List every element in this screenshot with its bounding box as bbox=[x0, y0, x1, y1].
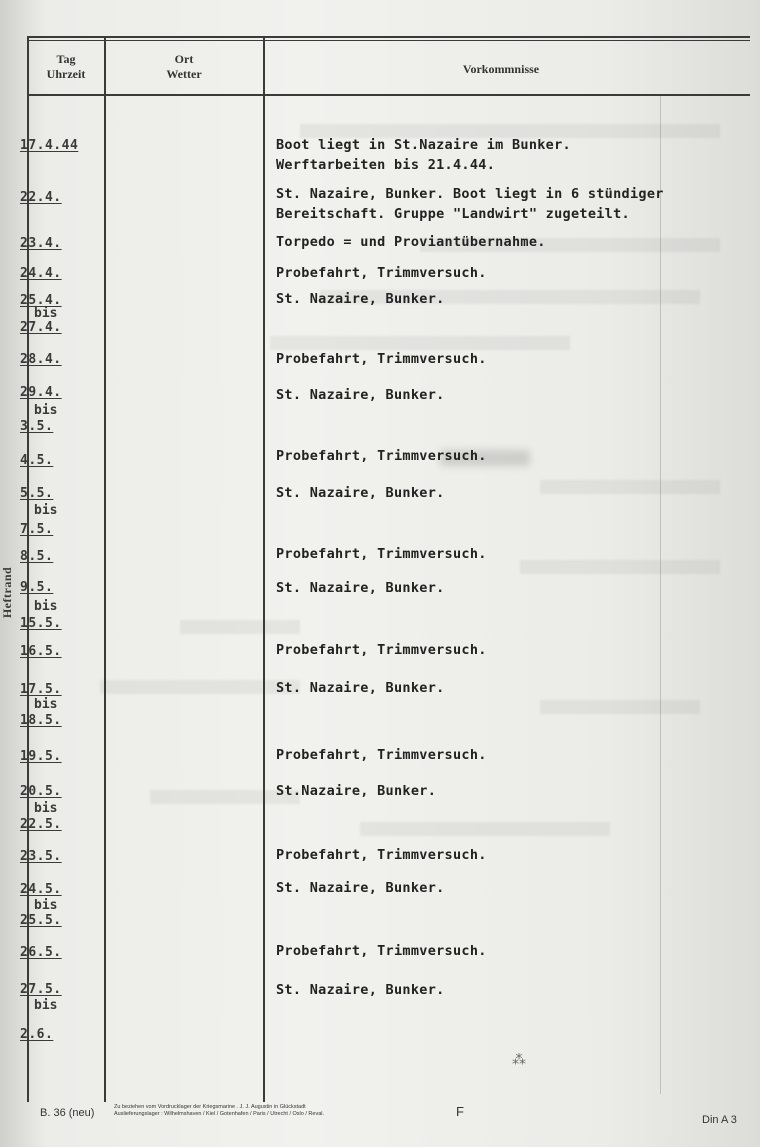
entry-line: Probefahrt, Trimmversuch. bbox=[276, 642, 487, 658]
bis-label: bis bbox=[34, 503, 58, 518]
entry-text bbox=[276, 289, 748, 309]
bis-label: bis bbox=[34, 801, 58, 816]
bis-label: bis bbox=[34, 898, 58, 913]
entry-text bbox=[276, 640, 748, 660]
margin-label: Heftrand bbox=[0, 566, 15, 619]
form-letter: F bbox=[456, 1104, 464, 1119]
entry-text bbox=[276, 781, 748, 801]
stray-mark-icon: ⁂ bbox=[512, 1052, 526, 1068]
entry-text bbox=[276, 349, 748, 369]
header-place-weather bbox=[108, 52, 260, 82]
entry-date-end: 22.5. bbox=[20, 817, 62, 832]
entry-date: 26.5. bbox=[20, 945, 62, 960]
entry-line: St. Nazaire, Bunker. bbox=[276, 982, 445, 998]
entry-date-end: 3.5. bbox=[20, 419, 54, 434]
entry-line: Torpedo = und Proviantübernahme. bbox=[276, 234, 546, 250]
entry-text bbox=[276, 385, 748, 405]
entry-date: 23.4. bbox=[20, 236, 62, 251]
entry-line: St. Nazaire, Bunker. bbox=[276, 485, 445, 501]
header-day: Tag bbox=[56, 52, 76, 66]
entry-line: St. Nazaire, Bunker. bbox=[276, 291, 445, 307]
entry-date-end: 27.4. bbox=[20, 320, 62, 335]
entry-line: Probefahrt, Trimmversuch. bbox=[276, 351, 487, 367]
entry-text bbox=[276, 845, 748, 865]
entry-text bbox=[276, 980, 748, 1000]
entry-date: 19.5. bbox=[20, 749, 62, 764]
entry-date: 22.4. bbox=[20, 190, 62, 205]
entry-date-end: 25.5. bbox=[20, 913, 62, 928]
header-events: Vorkommnisse bbox=[462, 62, 540, 76]
entry-date: 20.5. bbox=[20, 784, 62, 799]
entry-date: 17.4.44 bbox=[20, 138, 79, 153]
entry-text bbox=[276, 941, 748, 961]
top-rule bbox=[28, 36, 750, 38]
header-time: Uhrzeit bbox=[46, 67, 86, 81]
entry-date: 8.5. bbox=[20, 549, 54, 564]
bis-label: bis bbox=[34, 306, 58, 321]
entry-date: 24.4. bbox=[20, 266, 62, 281]
entry-text bbox=[276, 184, 748, 224]
bis-label: bis bbox=[34, 403, 58, 418]
entry-date: 16.5. bbox=[20, 644, 62, 659]
entry-line: St. Nazaire, Bunker. bbox=[276, 680, 445, 696]
entry-line: St. Nazaire, Bunker. Boot liegt in 6 stündiger bbox=[276, 186, 664, 202]
entry-line: Probefahrt, Trimmversuch. bbox=[276, 943, 487, 959]
supplier-line: Zu beziehen vom Vordrucklager der Kriegsmarine . J. J. Augustin in Glückstadt bbox=[114, 1104, 306, 1110]
entry-text bbox=[276, 483, 748, 503]
entry-text bbox=[276, 135, 748, 175]
bis-label: bis bbox=[34, 599, 58, 614]
entry-text bbox=[276, 263, 748, 283]
bis-label: bis bbox=[34, 697, 58, 712]
header-place: Ort bbox=[174, 52, 194, 66]
form-number: B. 36 (neu) bbox=[40, 1107, 95, 1119]
entry-date: 24.5. bbox=[20, 882, 62, 897]
column-divider-1 bbox=[104, 36, 106, 1102]
entry-text bbox=[276, 578, 748, 598]
entry-date-end: 2.6. bbox=[20, 1027, 54, 1042]
entry-date-end: 18.5. bbox=[20, 713, 62, 728]
entry-line: Probefahrt, Trimmversuch. bbox=[276, 448, 487, 464]
entry-date: 28.4. bbox=[20, 352, 62, 367]
entry-line: Probefahrt, Trimmversuch. bbox=[276, 546, 487, 562]
entry-date: 17.5. bbox=[20, 682, 62, 697]
entry-text bbox=[276, 232, 748, 252]
entry-line: St. Nazaire, Bunker. bbox=[276, 880, 445, 896]
entry-text bbox=[276, 745, 748, 765]
entry-date: 5.5. bbox=[20, 486, 54, 501]
entry-text bbox=[276, 678, 748, 698]
entry-date: 27.5. bbox=[20, 982, 62, 997]
entry-date-end: 15.5. bbox=[20, 616, 62, 631]
entry-text bbox=[276, 544, 748, 564]
entry-date: 29.4. bbox=[20, 385, 62, 400]
entry-line: Probefahrt, Trimmversuch. bbox=[276, 265, 487, 281]
entry-date-end: 7.5. bbox=[20, 522, 54, 537]
entry-date: 9.5. bbox=[20, 580, 54, 595]
entry-date: 25.4. bbox=[20, 293, 62, 308]
column-divider-2 bbox=[263, 36, 265, 1102]
entry-date: 23.5. bbox=[20, 849, 62, 864]
supplier-note bbox=[114, 1104, 454, 1118]
entry-line: Bereitschaft. Gruppe "Landwirt" zugeteilt. bbox=[276, 206, 630, 222]
entry-line: Probefahrt, Trimmversuch. bbox=[276, 747, 487, 763]
entry-line: St. Nazaire, Bunker. bbox=[276, 580, 445, 596]
paper-format: Din A 3 bbox=[702, 1114, 737, 1126]
entry-line: Werftarbeiten bis 21.4.44. bbox=[276, 157, 496, 173]
header-weather: Wetter bbox=[166, 67, 202, 81]
supplier-line: Auslieferungslager : Wilhelmshaven / Kiel / Gotenhafen / Paris / Utrecht / Oslo / Reval. bbox=[114, 1111, 325, 1117]
header-day-time bbox=[30, 52, 102, 82]
entry-line: Probefahrt, Trimmversuch. bbox=[276, 847, 487, 863]
entry-line: Boot liegt in St.Nazaire im Bunker. bbox=[276, 137, 571, 153]
entry-text bbox=[276, 446, 748, 466]
bis-label: bis bbox=[34, 998, 58, 1013]
entry-date: 4.5. bbox=[20, 453, 54, 468]
entry-line: St. Nazaire, Bunker. bbox=[276, 387, 445, 403]
top-rule-thin bbox=[28, 40, 750, 41]
header-rule bbox=[28, 94, 750, 96]
entry-line: St.Nazaire, Bunker. bbox=[276, 783, 437, 799]
entry-text bbox=[276, 878, 748, 898]
